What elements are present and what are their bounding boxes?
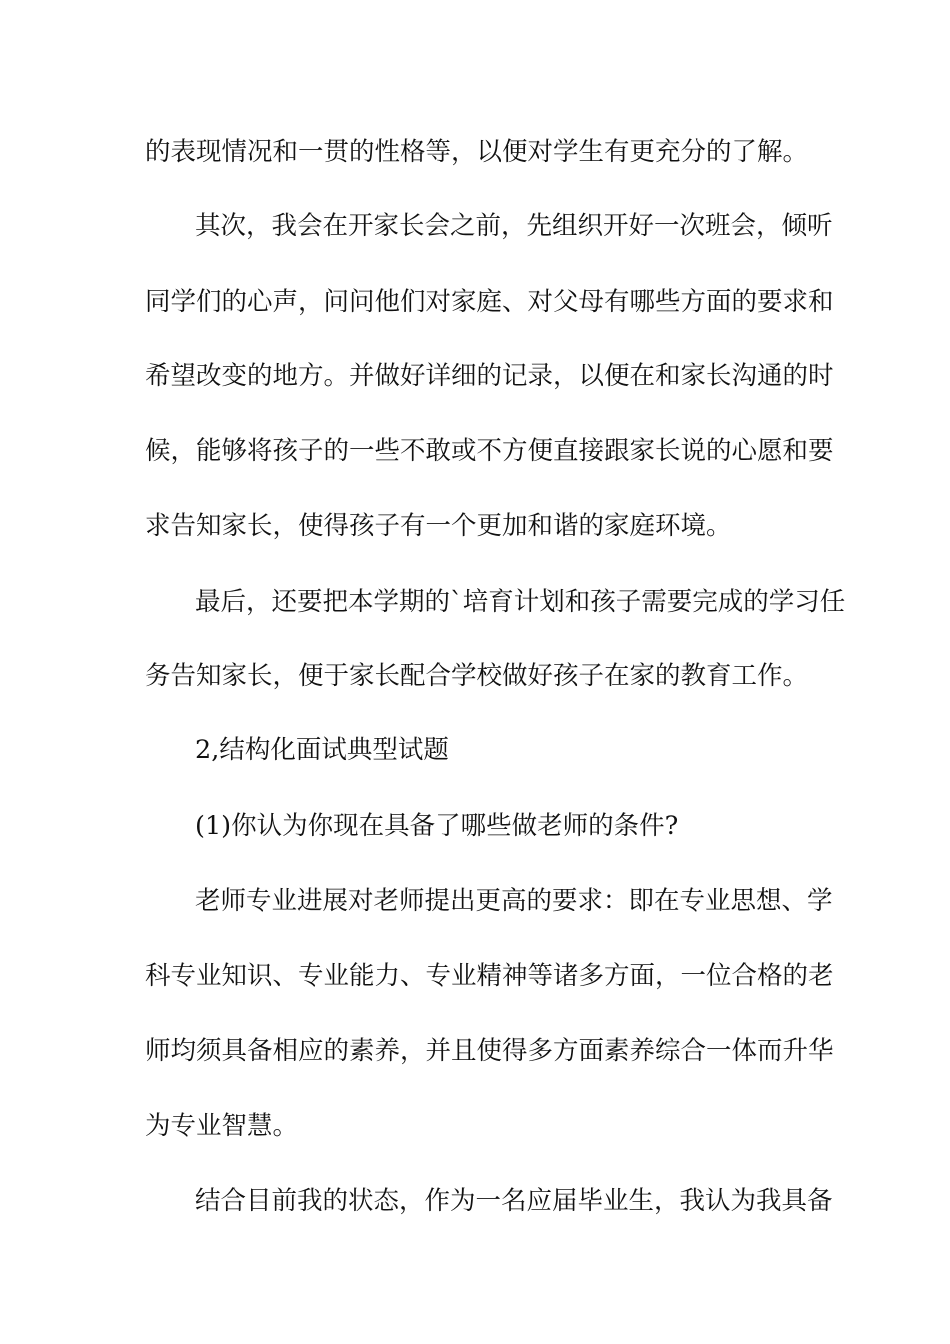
section-heading: 2,结构化面试典型试题 [195, 735, 449, 765]
paragraph-5-line-1: 结合目前我的状态，作为一名应届毕业生，我认为我具备 [195, 1186, 833, 1216]
paragraph-4-line-1: 老师专业进展对老师提出更高的要求：即在专业思想、学 [195, 886, 833, 916]
paragraph-2-line-5: 求告知家长，使得孩子有一个更加和谐的家庭环境。 [145, 511, 732, 541]
paragraph-2-line-4: 候，能够将孩子的一些不敢或不方便直接跟家长说的心愿和要 [145, 436, 834, 466]
paragraph-3-line-2: 务告知家长，便于家长配合学校做好孩子在家的教育工作。 [145, 661, 809, 691]
paragraph-4-line-4: 为专业智慧。 [145, 1111, 299, 1141]
paragraph-4-line-3: 师均须具备相应的素养，并且使得多方面素养综合一体而升华 [145, 1036, 834, 1066]
paragraph-1-line-1: 的表现情况和一贯的性格等，以便对学生有更充分的了解。 [145, 137, 809, 167]
paragraph-4-line-2: 科专业知识、专业能力、专业精神等诸多方面，一位合格的老 [145, 961, 834, 991]
paragraph-2-line-3: 希望改变的地方。并做好详细的记录，以便在和家长沟通的时 [145, 361, 834, 391]
paragraph-2-line-2: 同学们的心声，问问他们对家庭、对父母有哪些方面的要求和 [145, 287, 834, 317]
paragraph-2-line-1: 其次，我会在开家长会之前，先组织开好一次班会，倾听 [195, 211, 833, 241]
paragraph-3-line-1: 最后，还要把本学期的`培育计划和孩子需要完成的学习任 [195, 587, 846, 617]
question-line: (1)你认为你现在具备了哪些做老师的条件? [195, 811, 679, 841]
